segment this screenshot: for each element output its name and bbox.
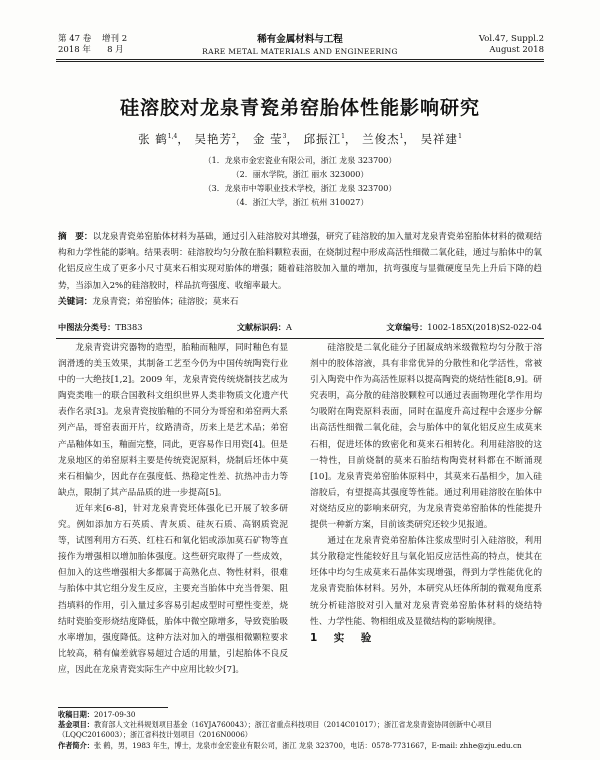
article-number-field bbox=[386, 320, 542, 334]
author-affil-ref: 1 bbox=[458, 133, 462, 141]
received-line bbox=[58, 710, 542, 720]
body-column-right bbox=[310, 340, 542, 646]
affiliation: （2．丽水学院，浙江 丽水 323000） bbox=[231, 170, 369, 179]
author-affil-ref: 1 bbox=[399, 133, 404, 141]
affiliation: （4．浙江大学，浙江 杭州 310027） bbox=[231, 198, 369, 207]
header-date-en: August 2018 bbox=[489, 45, 544, 55]
header-year-text: 2018 年 bbox=[58, 45, 91, 55]
author-name: 金 莹 bbox=[252, 132, 283, 146]
affiliation: （1．龙泉市金宏瓷业有限公司，浙江 龙泉 323700） bbox=[203, 156, 397, 165]
author-affil-ref: 1 bbox=[341, 133, 345, 141]
body-paragraph: 近年来[6-8]，针对龙泉青瓷坯体强化已开展了较多研究。例如添加方石英质、青灰质、硅灰石质、高钢质瓷泥等，试图利用方石英、红柱石和氧化铝或添加莫石矿物等直接作为增强相以增加胎体强度。这些研究取得了一些成效，但加入的这些增强相大多都属于高熟化点、物性材料，很难与胎体中其它组分发生反应，主要充当胎体中充当骨架、阻挡填料的作用，引入量过多容易引起成型时可塑性变差，烧结时瓷胎变形烧结度降低，胎体中微空隙增多，导致瓷胎吸水率增加，强度降低。这种方法对加入的增强相微颗粒要求比较高，稍有偏差就容易超过合适的用量，引起胎体不良反应，因此在龙泉青瓷实际生产中应用比较少[7]。 bbox=[58, 503, 288, 675]
body-paragraph: 通过在龙泉青瓷弟窑胎体注浆成型时引入硅溶胶，利用其分散稳定性能较好且与氧化铝反应活性高的特点，使其在坯体中均匀生成莫来石晶体实现增强，得到力学性能优化的龙泉青瓷胎体材料。另外，本研究从坯体所制的微观角度系统分析硅溶胶对引入量对龙泉青瓷弟窑胎体材料的烧结特性、力学性能、物相组成及显微结构的影响规律。 bbox=[310, 536, 542, 627]
section-heading: 1 实 验 bbox=[310, 631, 375, 644]
fund-text: 教育部人文社科规划项目基金（16YJA760043）；浙江省重点科技项目（2014C01017）；浙江省龙泉青瓷协同创新中心项目（LQQC2016003）；浙江省科技计划项目（2016N0006） bbox=[58, 720, 492, 740]
author-name: 张 鹤 bbox=[138, 132, 168, 146]
journal-title-cn: 稀有金属材料与工程 bbox=[257, 34, 343, 45]
author-list: 张 鹤$^{1,4}$， 吴艳芳$^2$， 金 莹$^3$， 邱振江$^1$， 兰俊杰$^1$， 吴祥建$^1$ bbox=[138, 132, 462, 146]
author-bio-text: 张 鹤，男，1983 年生，博士，龙泉市金宏瓷业有限公司，浙江 龙泉 323700，电话：0578-7731667，E-mail: zhhe@zju.edu.cn bbox=[93, 740, 522, 750]
affiliation: （3．龙泉市中等职业技术学校，浙江 龙泉 323700） bbox=[203, 184, 397, 193]
received-label: 收稿日期： bbox=[58, 710, 94, 719]
body-paragraph: 龙泉青瓷讲究器物的造型，胎釉而釉厚，同时釉色有显润滑透的美玉效果，其制备工艺至今仍为中国传统陶瓷行业中的一大绝技[1,2]。2009 年，龙泉青瓷传统烧制技艺成为陶瓷类唯一的联合国教科文组织世界人类非物质文化遗产代表作名录[3]。龙泉青瓷按胎釉的不同分为哥窑和弟窑两大系列产品，哥窑表面开片，纹路清奇，历来上是艺术品；弟窑产品釉体如玉，釉面完整，同此，更容易作日用瓷[4]。但是龙泉地区的弟窑原料主要是传统瓷泥原料，烧制后坯体中莫来石相偏少，因此存在强度低、热稳定性差、抗热冲击力等缺点，限制了其产品品质的进一步提高[5]。 bbox=[58, 343, 288, 498]
author-name: 邱振江 bbox=[303, 132, 342, 146]
abstract-label: 摘 要： bbox=[58, 232, 93, 242]
fund-line bbox=[58, 720, 542, 740]
abstract-text: 以龙泉青瓷弟窑胎体材料为基础，通过引入硅溶胶对其增强，研究了硅溶胶的加入量对龙泉青瓷弟窑胎体材料的微观结构和力学性能的影响。结果表明：硅溶胶均匀分散在胎料颗粒表面，在烧制过程中形成高活性细微二氧化硅，通过与胎体中的氧化铝反应生成了更多小尺寸莫来石相实现对胎体的增强；随着硅溶胶加入量的增加，抗弯强度与显微硬度呈先上升后下降的趋势，当添加入2%的硅溶胶时，样品抗弯强度、收缩率最大。 bbox=[58, 232, 542, 291]
author-affil-ref: 2 bbox=[231, 133, 236, 141]
classification-line bbox=[58, 320, 542, 334]
running-header bbox=[0, 34, 600, 64]
footnote-block bbox=[58, 710, 542, 751]
header-rule-thin bbox=[56, 61, 544, 62]
body-paragraph: 硅溶胶是二氧化硅分子团凝成纳米级微粒均匀分散于溶剂中的胶体溶液，具有非常优异的分散性和化学活性，常被引入陶瓷中作为高活性原料以提高陶瓷的烧结性能[8,9]。研究表明，高分散的硅溶胶颗粒可以通过表面物理化学作用均匀吸附在陶瓷原料表面，同时在温度升高过程中会逐步分解出高活性细微二氧化硅，会与胎体中的氧化铝反应生成莫来石相，促进坯体的致密化和莫来石相转化。利用硅溶胶的这一特性，目前烧制的莫来石胎结构陶瓷材料都在不断涌现[10]。龙泉青瓷弟窑胎体原料中，其莫来石晶相少，加入硅溶胶后，有望提高其强度等性能。通过利用硅溶胶在胎体中对烧结反应的影响来研究，为龙泉青瓷弟窑胎体的性能提升提供一种新方案，目前该类研究还较少见报道。 bbox=[310, 343, 542, 531]
author-name: 吴艳芳 bbox=[194, 132, 232, 146]
abstract-separator bbox=[56, 338, 544, 339]
author-name: 兰俊杰 bbox=[362, 132, 400, 146]
received-date: 2017-09-30 bbox=[93, 710, 136, 719]
doc-code-label: 文献标识码： bbox=[236, 322, 286, 332]
footnote-rule bbox=[58, 707, 168, 708]
affiliation-list bbox=[0, 154, 600, 210]
author-affil-ref: 1,4 bbox=[167, 133, 178, 141]
header-month-text: 8 月 bbox=[107, 45, 124, 55]
doc-code-field bbox=[237, 320, 292, 334]
clc-label: 中图法分类号： bbox=[58, 322, 116, 332]
keywords-text: 龙泉青瓷；弟窑胎体；硅溶胶；莫来石 bbox=[92, 296, 239, 307]
journal-title-en: RARE METAL MATERIALS AND ENGINEERING bbox=[202, 47, 398, 56]
keywords-line bbox=[58, 294, 542, 310]
abstract-block bbox=[58, 229, 542, 310]
body-column-left bbox=[58, 340, 288, 678]
header-rule bbox=[56, 59, 544, 60]
header-supplement-text: 增刊 2 bbox=[102, 34, 128, 44]
author-affil-ref: 3 bbox=[282, 133, 287, 141]
doc-code-value: A bbox=[286, 322, 292, 332]
keywords-label: 关键词： bbox=[58, 296, 93, 307]
article-title: 硅溶胶对龙泉青瓷弟窑胎体性能影响研究 bbox=[119, 97, 480, 119]
clc-field bbox=[58, 320, 142, 334]
author-name: 吴祥建 bbox=[420, 132, 459, 146]
article-number-label: 文章编号： bbox=[386, 322, 428, 332]
clc-value: TB383 bbox=[115, 322, 143, 332]
header-volume-text: 第 47 卷 bbox=[58, 34, 92, 44]
author-bio-label: 作者简介： bbox=[58, 740, 94, 750]
header-volume-en: Vol.47, Suppl.2 bbox=[478, 34, 544, 44]
fund-label: 基金项目： bbox=[58, 720, 94, 730]
article-number-value: 1002-185X(2018)S2-022-04 bbox=[427, 322, 542, 332]
author-bio-line bbox=[58, 741, 542, 751]
abstract-paragraph bbox=[58, 229, 542, 294]
